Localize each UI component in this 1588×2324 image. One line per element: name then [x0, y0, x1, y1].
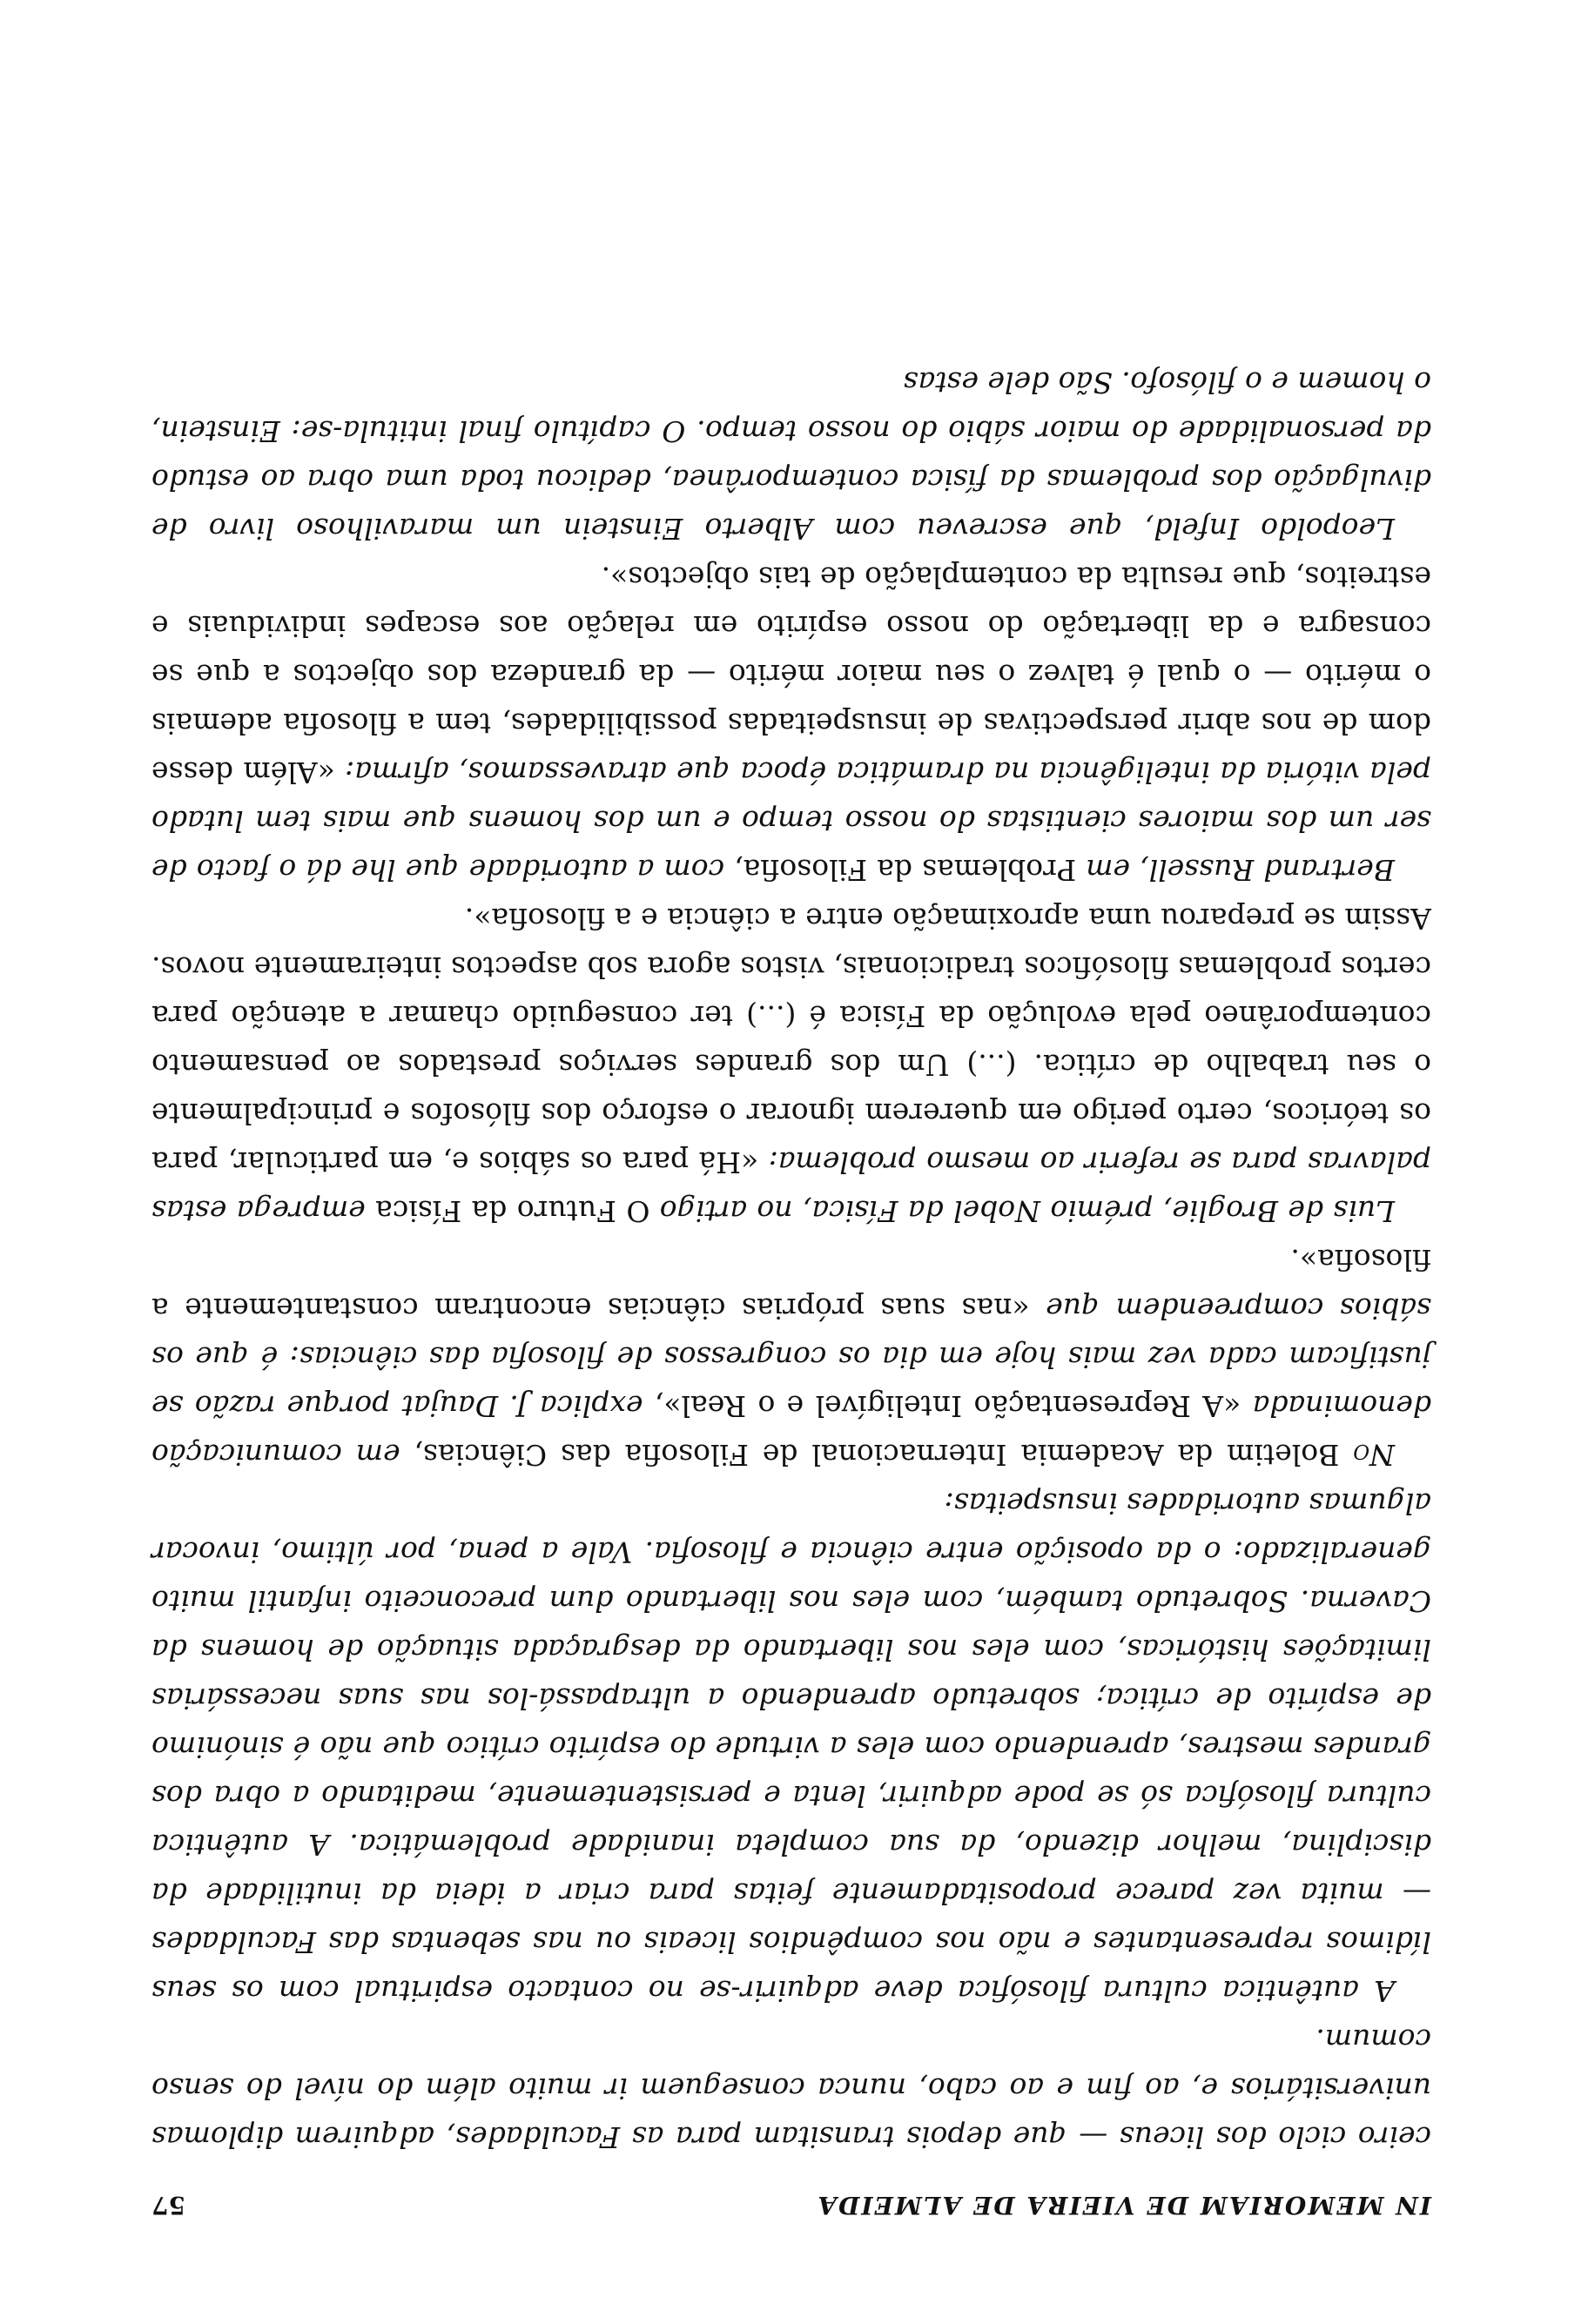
daujat-intro: em comunicação denominada	[151, 1389, 1431, 1472]
broglie-article-title: O Futuro da Física	[365, 1194, 660, 1228]
broglie-intro: Luis de Broglie, prémio Nobel da Física, no artigo	[659, 1194, 1395, 1228]
paragraph-daujat	[151, 1235, 1431, 1479]
page-body	[151, 358, 1431, 2220]
russell-intro: Bertrand Russell, em	[1086, 853, 1395, 887]
paragraph-lead-word: No	[1353, 1438, 1395, 1472]
russell-book-title: Problemas da Filosofia,	[724, 853, 1087, 887]
paragraph-cultura-filosofica: A autêntica cultura filosófica deve adquirir-se no contacto espiritual com os seus lídimos representantes e não nos compêndios liceais ou nas sebentas das Faculdades — muita vez parece propositadamente feitas para criar a ideia da inutilidade da disciplina, melhor dizendo, da sua completa inanidade problemática. A autêntica cultura filosófica só se pode adquirir, lenta e persistentemente, meditando a obra dos grandes mestres, aprendendo com eles a virtude do espírito crítico que não é sinónimo de espírito de crítica; sobretudo aprendendo a ultrapassá-los nas suas necessárias limitações históricas, com eles nos libertando da desgraçada situação de homens da Caverna. Sobretudo também, com eles nos libertando dum preconceito infantil muito generalizado: o da oposição entre ciência e filosofia. Vale a pena, por último, invocar algumas autoridades insuspeitas:	[151, 1487, 1431, 2008]
daujat-quote: «nas suas próprias ciências encontram constantemente a filosofia».	[151, 1243, 1431, 1326]
running-head-title: IN MEMORIAM DE VIEIRA DE ALMEIDA	[816, 2191, 1431, 2220]
boletim-reference: Boletim da Academia Internacional de Filosofia das Ciências,	[400, 1438, 1354, 1472]
daujat-explanation: explica J. Daujat porque razão se justificam cada vez mais hoje em dia os congressos de filosofia das ciências: é que os sábios compreendem que	[151, 1292, 1431, 1423]
running-head	[151, 2191, 1431, 2220]
russell-lead: com a autoridade que lhe dá o facto de ser um dos maiores cientistas do nosso tempo e um dos homens que mais tem lutado pela vitória da inteligência na dramática época que atravessamos, afirma:	[151, 756, 1431, 887]
daujat-title: «A Representação Inteligível e o Real»,	[643, 1389, 1253, 1423]
broglie-quote: «Há para os sábios e, em particular, para os teóricos, certo perigo em quererem ignorar o esforço dos filósofos e principalmente o seu trabalho de crítica. (...) Um dos grandes serviços prestados ao pensamento contemporâneo pela evolução da Física é (...) ter conseguido chamar a atenção para certos problemas filosóficos tradicionais, vistos agora sob aspectos inteiramente novos. Assim se preparou uma aproximação entre a ciência e a filosofia».	[151, 902, 1431, 1179]
page-number: 57	[151, 2191, 185, 2220]
broglie-lead: emprega estas palavras para se referir ao mesmo problema:	[151, 1145, 1431, 1228]
paragraph-russell	[151, 553, 1431, 894]
russell-quote: «Além desse dom de nos abrir perspectivas de insuspeitadas possibilidades, tem a filosofia ademais o mérito — o qual é talvez o seu maior mérito — da grandeza dos objectos a que se consagra e da libertação do nosso espírito em relação aos escapes individuais e estreitos, que resulta da contemplação de tais objectos».	[151, 561, 1431, 789]
paragraph-de-broglie	[151, 894, 1431, 1235]
paragraph-infeld: Leopoldo Infeld, que escreveu com Alberto Einstein um maravilhoso livro de divulgação dos problemas da física contemporânea, dedicou toda uma obra ao estudo da personalidade do maior sábio do nosso tempo. O capítulo final intitula-se: Einstein, o homem e o filósofo. São dele estas	[151, 366, 1431, 546]
paragraph-continuation: ceiro ciclo dos liceus — que depois transitam para as Faculdades, adquirem diplomas universitários e, ao fim e ao cabo, nunca conseguem ir muito além do nível do senso comum.	[151, 2023, 1431, 2154]
